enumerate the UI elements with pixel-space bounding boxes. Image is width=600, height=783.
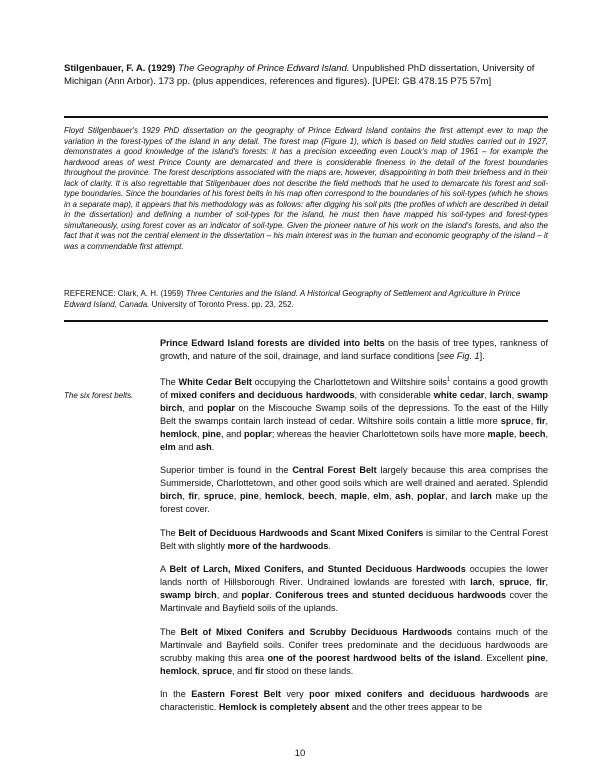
tree-name: larch xyxy=(489,389,512,400)
text-span: , xyxy=(511,389,518,400)
text-span: . xyxy=(328,540,331,551)
tree-name: ash xyxy=(196,441,212,452)
tree-name: beech xyxy=(519,428,546,439)
paragraph-2 xyxy=(160,374,548,454)
text-span: , and xyxy=(182,402,208,413)
text-span: , xyxy=(545,577,548,588)
text-span: , xyxy=(197,491,204,502)
text-span: ]. xyxy=(479,351,485,361)
paragraph-1 xyxy=(160,337,548,363)
paragraph-4 xyxy=(160,527,548,553)
tree-name: ash xyxy=(395,491,411,502)
bold-phrase: more of the hardwoods xyxy=(227,540,329,551)
tree-name: hemlock xyxy=(160,665,198,676)
text-span: , xyxy=(258,491,265,502)
tree-name: birch xyxy=(160,491,183,502)
text-span: is similar to the Central Forest Belt with slightly xyxy=(160,527,549,551)
tree-name: maple xyxy=(340,491,368,502)
tree-name: fir xyxy=(254,665,265,676)
text-span: , xyxy=(530,415,537,426)
tree-name: spruce xyxy=(499,577,530,588)
text-span: , xyxy=(197,428,203,439)
reference-label: REFERENCE: xyxy=(64,289,116,298)
text-span: very xyxy=(280,689,310,700)
belt-name: Eastern Forest Belt xyxy=(191,689,281,700)
text-span: , xyxy=(529,577,537,588)
citation-author-year: Stilgenbauer, F. A. (1929) xyxy=(64,63,176,74)
tree-name: elm xyxy=(373,491,389,502)
text-span: , xyxy=(367,491,374,502)
reference xyxy=(64,288,548,310)
reference-title: Three Centuries and the Island. A Historical Geography of Settlement and Agriculture in Prince Edward Island, Canada. xyxy=(64,289,521,309)
text-span: , xyxy=(410,491,418,502)
tree-name: beech xyxy=(308,491,335,502)
text-span: The xyxy=(160,626,181,637)
text-span: , and xyxy=(232,665,255,676)
tree-name: fir xyxy=(188,491,198,502)
bold-phrase: one of the poorest hardwood belts of the island xyxy=(267,652,481,663)
text-span: stood on these lands. xyxy=(264,665,354,676)
tree-name: pine xyxy=(239,491,259,502)
belt-name: Belt of Deciduous Hardwoods and Scant Mixed Conifers xyxy=(178,527,424,538)
text-span: , xyxy=(182,491,189,502)
tree-name: swamp birch xyxy=(160,590,217,601)
text-span: , xyxy=(545,428,548,439)
abstract-text: Floyd Stilgenbauer's 1929 PhD dissertation on the geography of Prince Edward Island contains the first attempt ever to map the variation in the forest-types of the island in any detail. The forest map (Figure 1), which is based on field studies carried out in 1927, demonstrates a good knowledge of the island's forests: it has a precision exceeding even Louck's map of 1961 – for example the hardwood areas of west Prince County are demarcated and there is considerable fineness in the detail of the forest boundaries throughout the province. The forest descriptions associated with the maps are, however, disappointing in both their briefness and in their lack of clarity. It is also regrettable that Stilgenbauer does not describe the field methods that he used to demarcate his forest and soil-type boundaries. Since the boundaries of his forest belts in his map often correspond to the boundaries of his soil-types (which he shows in a separate map), it appears that his methodology was as follows: after digging his soil pits (the profiles of which are described in detail in the dissertation) and defining a number of soil-types for the island, he must then have mapped his soil-types and forest-types simultaneously, using forest cover as an indicator of soil-type. Given the pioneer nature of his work on the island's forests, and also the fact that it was not the central element in the dissertation – his main interest was in the human and economic geography of the island – it was a commendable first attempt. xyxy=(64,126,548,252)
text-span: occupies the lower lands north of Hillsborough River. Undrained lowlands are forested with xyxy=(160,564,548,588)
text-span: , xyxy=(233,491,240,502)
tree-name: swamp birch xyxy=(160,389,548,413)
tree-name: poplar xyxy=(207,402,235,413)
citation-details: Unpublished PhD dissertation, University of Michigan (Ann Arbor). 173 pp. (plus appendices, references and figures). [UPEI: GB 478.15 P75 57m] xyxy=(64,63,535,88)
text-span: , xyxy=(484,389,490,400)
tree-name: poplar xyxy=(241,590,270,601)
text-span: Superior timber is found in the xyxy=(160,465,293,476)
tree-name: fir xyxy=(536,577,546,588)
citation-title: The Geography of Prince Edward Island. xyxy=(178,63,350,74)
page-number: 10 xyxy=(294,748,306,759)
text-span: are characteristic. xyxy=(160,689,549,713)
tree-name: spruce xyxy=(203,491,234,502)
text-span: , xyxy=(513,428,520,439)
text-span: , xyxy=(492,577,500,588)
text-span: ; whereas the heavier Charlottetown soils have more xyxy=(271,428,488,439)
paragraph-7 xyxy=(160,688,548,714)
text-span: , and xyxy=(444,491,471,502)
tree-name: white cedar xyxy=(433,389,485,400)
text-span: In the xyxy=(160,689,192,700)
paragraph-3 xyxy=(160,464,548,516)
margin-note: The six forest belts. xyxy=(64,391,134,400)
text-span: and the other trees appear to be xyxy=(349,702,483,713)
text-span: . Excellent xyxy=(480,652,527,663)
body-text xyxy=(160,337,548,725)
figure-ref: see Fig. 1 xyxy=(439,351,480,361)
text-span: make up the forest cover. xyxy=(160,491,548,515)
text-span: largely because this area comprises the Summerside, Charlottetown, and other good soils which are well drained and aerated. Splendid xyxy=(160,465,548,489)
bold-phrase: Prince Edward Island forests are divided into belts xyxy=(160,338,385,348)
text-span: . xyxy=(269,590,276,601)
footnote-marker: 1 xyxy=(446,376,451,383)
tree-name: larch xyxy=(470,577,493,588)
text-span: . xyxy=(211,441,215,452)
tree-name: larch xyxy=(470,491,492,502)
tree-name: spruce xyxy=(202,665,233,676)
text-span: , xyxy=(545,415,549,426)
tree-name: poplar xyxy=(417,491,445,502)
text-span: contains a good growth of xyxy=(160,376,548,400)
text-span: on the basis of tree types, rankness of growth, and nature of the soil, drainage, and land surface conditions [ xyxy=(160,338,549,361)
tree-name: pine xyxy=(526,652,546,663)
text-span: occupying the Charlottetown and Wiltshire soils xyxy=(251,376,447,387)
text-span: , and xyxy=(216,590,242,601)
top-divider xyxy=(64,116,548,118)
reference-publisher: University of Toronto Press. pp. 23, 252. xyxy=(151,300,294,309)
tree-name: hemlock xyxy=(264,491,302,502)
paragraph-5 xyxy=(160,563,548,615)
bold-phrase: mixed conifers and deciduous hardwoods xyxy=(170,389,355,400)
tree-name: pine xyxy=(202,428,221,439)
tree-name: maple xyxy=(487,428,514,439)
tree-name: poplar xyxy=(243,428,272,439)
text-span: , xyxy=(388,491,396,502)
text-span: on the Miscouche Swamp soils of the depressions. To the east of the Hilly Belt the swamps contain larch instead of cedar. Wiltshire soils contain a little more xyxy=(160,402,548,426)
paragraph-6 xyxy=(160,626,548,678)
tree-name: spruce xyxy=(500,415,531,426)
bold-phrase: poor mixed conifers and deciduous hardwoods xyxy=(309,689,530,700)
text-span: , and xyxy=(220,428,244,439)
bold-phrase: Coniferous trees and stunted deciduous hardwoods xyxy=(275,590,507,601)
tree-name: hemlock xyxy=(160,428,198,439)
bold-phrase: Hemlock is completely absent xyxy=(218,702,350,713)
belt-name: Belt of Larch, Mixed Conifers, and Stunted Deciduous Hardwoods xyxy=(169,564,466,575)
text-span: , xyxy=(545,652,548,663)
text-span: cover the Martinvale and Bayfield soils of the uplands. xyxy=(160,590,548,614)
text-span: , xyxy=(301,491,309,502)
text-span: , xyxy=(197,665,203,676)
text-span: contains much of the Martinvale and Bayfield soils. Conifer trees predominate and the deciduous hardwoods are scrubby making this area xyxy=(160,626,548,663)
citation xyxy=(64,62,548,88)
middle-divider xyxy=(64,320,548,322)
text-span: The xyxy=(160,376,179,387)
reference-author: Clark, A. H. (1959) xyxy=(117,289,184,298)
text-span: and xyxy=(175,441,197,452)
text-span: , with considerable xyxy=(354,389,434,400)
belt-name: White Cedar Belt xyxy=(178,376,252,387)
tree-name: elm xyxy=(160,441,176,452)
text-span: , xyxy=(334,491,341,502)
belt-name: Central Forest Belt xyxy=(292,465,377,476)
tree-name: fir xyxy=(536,415,546,426)
text-span: A xyxy=(160,564,170,575)
text-span: The xyxy=(160,527,179,538)
belt-name: Belt of Mixed Conifers and Scrubby Deciduous Hardwoods xyxy=(180,626,453,637)
